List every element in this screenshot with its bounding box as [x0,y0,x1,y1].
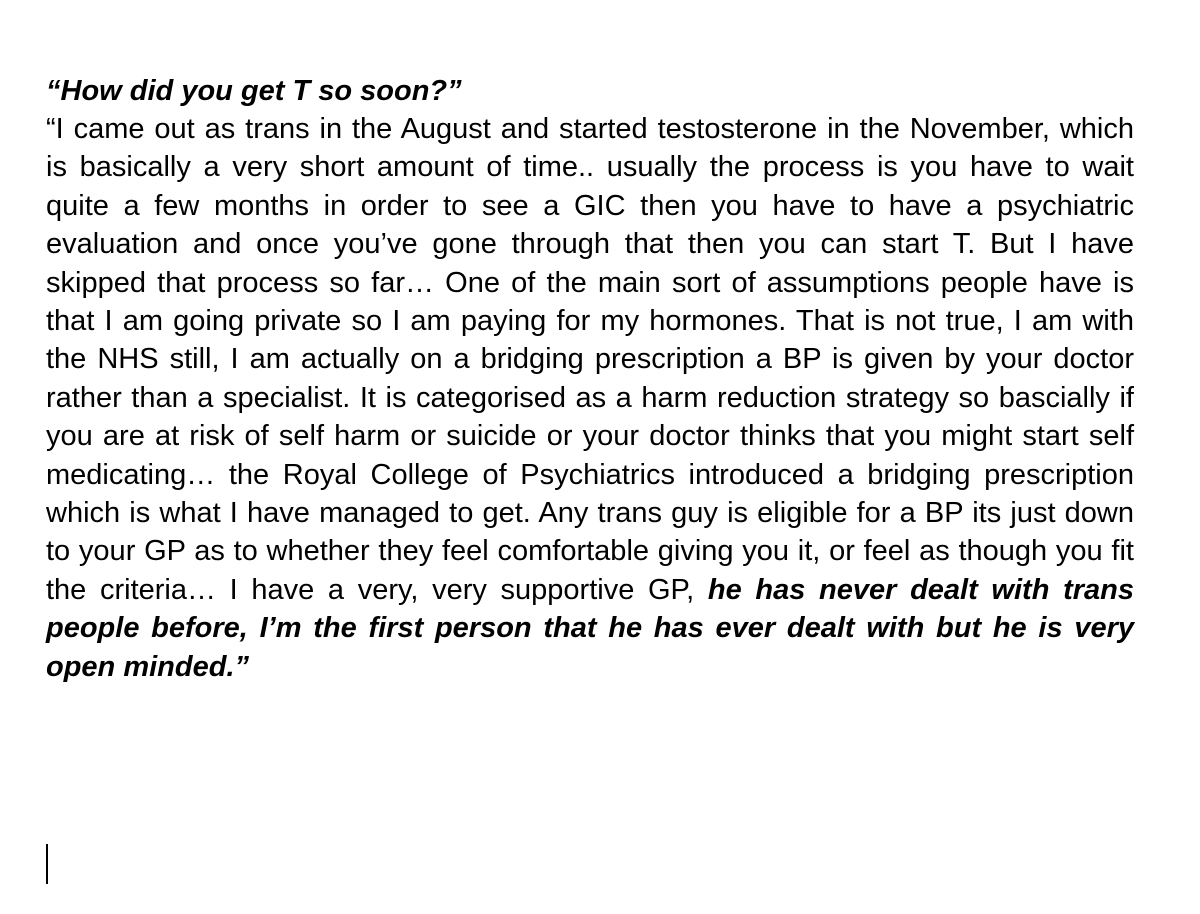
quote-text: “I came out as trans in the August and started testosterone in the November, which is basically a very short amount of time.. usually the process is you have to wait quite a few months in order to see a GIC then you have to have a psychiatric evaluation and once you’ve gone through that then you can start T. But I have skipped that process so far… One of the main sort of assumptions people have is that I am going private so I am paying for my hormones. That is not true, I am with the NHS still, I am actually on a bridging prescription a BP is given by your doctor rather than a specialist. It is categorised as a harm reduction strategy so bascially if you are at risk of self harm or suicide or your doctor thinks that you might start self medicating… the Royal College of Psychiatrics introduced a bridging prescription which is what I have managed to get. Any trans guy is eligible for a BP its just down to your GP as to whether they feel comfortable giving you it, or feel as though you fit the criteria… I have a very, very supportive GP, [46,113,1134,606]
quote-body [46,110,1134,686]
quote-emphasis: he has never dealt with trans people before, I’m the first person that he has ever dealt with but he is very open minded.” [46,573,1134,683]
text-cursor [46,844,48,884]
quote-heading: “How did you get T so soon?” [46,75,462,107]
document-page [46,72,1134,686]
